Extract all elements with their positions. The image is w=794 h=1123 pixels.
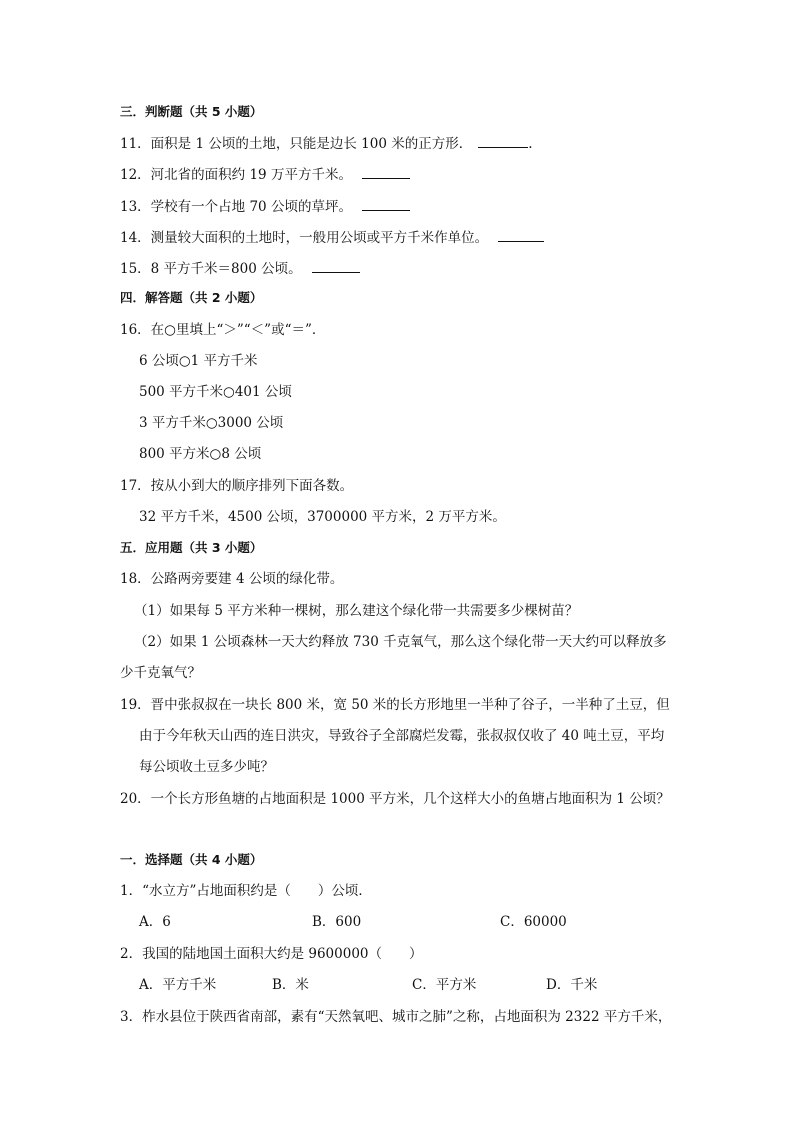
question-2-option-c[interactable]: C．平方米 [412,977,477,993]
section-heading-choice: 一．选择题（共 4 小题） [120,852,263,867]
question-16-item-3: 3 平方千米○3000 公顷 [139,415,284,431]
question-13 [120,196,410,217]
question-18-part-2-line-2: 少千克氧气？ [120,665,201,681]
question-19-line-1: 19．晋中张叔叔在一块长 800 米，宽 50 米的长方形地里一半种了谷子，一半种了土豆，但 [120,697,670,713]
question-1: 1．“水立方”占地面积约是（ ）公顷． [120,883,372,899]
question-14 [120,227,544,248]
question-18: 18．公路两旁要建 4 公顷的绿化带。 [120,571,344,587]
question-18-part-1: （1）如果每 5 平方米种一棵树，那么建这个绿化带一共需要多少棵树苗？ [134,603,579,619]
answer-blank-11[interactable] [478,133,528,148]
question-20: 20．一个长方形鱼塘的占地面积是 1000 平方米，几个这样大小的鱼塘占地面积为 1 公顷？ [120,791,670,807]
answer-blank-13[interactable] [362,196,410,211]
question-11-text: 11．面积是 1 公顷的土地，只能是边长 100 米的正方形． [120,136,473,152]
answer-blank-12[interactable] [362,164,410,179]
question-15 [120,258,360,279]
question-12 [120,164,410,185]
answer-blank-14[interactable] [498,227,544,242]
section-heading-application: 五．应用题（共 3 小题） [120,540,263,555]
section-heading-judgment: 三．判断题（共 5 小题） [120,104,263,119]
question-2-option-a[interactable]: A．平方千米 [139,977,217,993]
question-16-item-1: 6 公顷○1 平方千米 [139,353,258,369]
question-16-item-2: 500 平方千米○401 公顷 [139,384,292,400]
question-12-text: 12．河北省的面积约 19 万平方千米。 [120,167,352,183]
question-19-line-3: 每公顷收土豆多少吨？ [139,759,274,775]
question-18-part-2-line-1: （2）如果 1 公顷森林一天大约释放 730 千克氧气，那么这个绿化带一天大约可以释放多 [134,634,667,650]
section-heading-solve: 四．解答题（共 2 小题） [120,290,263,305]
question-13-text: 13．学校有一个占地 70 公顷的草坪。 [120,199,352,215]
question-17: 17．按从小到大的顺序排列下面各数。 [120,478,354,494]
question-11 [120,133,533,154]
question-1-option-c[interactable]: C．60000 [500,914,567,930]
question-2: 2．我国的陆地国土面积大约是 9600000（ ） [120,946,423,962]
answer-blank-15[interactable] [312,258,360,273]
question-1-option-a[interactable]: A．6 [139,914,171,930]
question-1-option-b[interactable]: B．600 [312,914,362,930]
question-2-option-d[interactable]: D．千米 [546,977,598,993]
question-17-detail: 32 平方千米，4500 公顷，3700000 平方米，2 万平方米。 [139,509,506,525]
question-11-end: . [528,136,533,152]
question-3: 3．柞水县位于陕西省南部，素有“天然氧吧、城市之肺”之称，占地面积为 2322 平方千米， [120,1009,672,1025]
question-2-option-b[interactable]: B．米 [272,977,309,993]
question-16: 16．在○里填上“＞”“＜”或“＝”． [120,322,326,338]
question-14-text: 14．测量较大面积的土地时，一般用公顷或平方千米作单位。 [120,230,489,246]
question-15-text: 15．8 平方千米＝800 公顷。 [120,261,302,277]
question-16-item-4: 800 平方米○8 公顷 [139,446,262,462]
question-19-line-2: 由于今年秋天山西的连日洪灾，导致谷子全部腐烂发霉，张叔叔仅收了 40 吨土豆，平均 [139,728,665,744]
